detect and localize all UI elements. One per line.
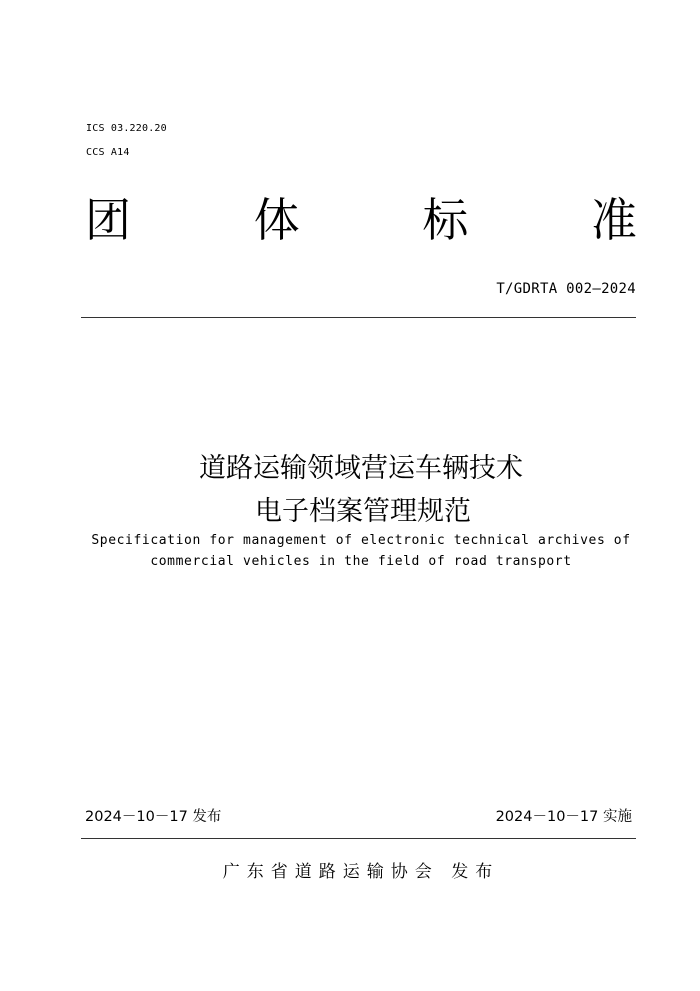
heading-char-4: 准 xyxy=(590,193,637,247)
issue-date: 2024－10－17 发布 xyxy=(85,809,222,825)
top-divider xyxy=(81,317,636,318)
chinese-title-line-1: 道路运输领域营运车辆技术 xyxy=(199,453,523,484)
english-title-line-1: Specification for management of electronic technical archives of xyxy=(91,533,631,548)
heading-char-2: 体 xyxy=(253,193,300,247)
english-title-line-2: commercial vehicles in the field of road transport xyxy=(150,554,572,569)
chinese-title-line-2: 电子档案管理规范 xyxy=(255,496,471,527)
implementation-date: 2024－10－17 实施 xyxy=(495,809,632,825)
ics-code: ICS 03.220.20 xyxy=(86,123,167,134)
ccs-code: CCS A14 xyxy=(86,147,130,158)
standard-number: T/GDRTA 002—2024 xyxy=(496,281,636,297)
document-type-heading xyxy=(85,190,637,250)
heading-char-3: 标 xyxy=(422,193,469,247)
publisher: 广东省道路运输协会 发布 xyxy=(222,862,500,882)
heading-char-1: 团 xyxy=(85,193,131,247)
bottom-divider xyxy=(81,838,636,839)
